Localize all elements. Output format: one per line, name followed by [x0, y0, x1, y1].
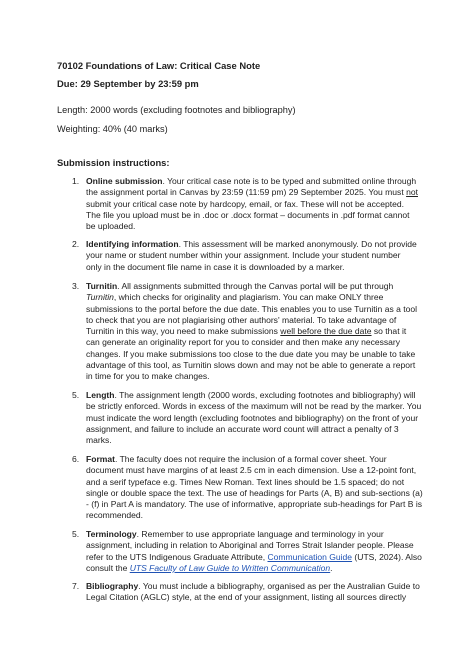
- submission-instructions-heading: Submission instructions:: [57, 157, 170, 168]
- item-title: Format: [86, 454, 115, 464]
- due-date: Due: 29 September by 23:59 pm: [57, 78, 199, 89]
- item-title: Online submission: [86, 176, 163, 186]
- item-title: Length: [86, 390, 115, 400]
- item-number: 2.: [72, 239, 80, 249]
- item-number: 1.: [72, 176, 80, 186]
- item-number: 7.: [72, 581, 80, 591]
- item-title: Identifying information: [86, 239, 179, 249]
- item-title: Turnitin: [86, 281, 118, 291]
- item-text: Identifying information. This assessment will be marked anonymously. Do not provide your name or student number within your assignment. Include your student number only in the document file name in case it is downloaded by a marker.: [86, 239, 417, 272]
- item-text: Online submission. Your critical case note is to be typed and submitted online through the assignment portal in Canvas by 23:59 (11:59 pm) 29 September 2025. You must not submit your critical case note by hardcopy, email, or fax. These will not be accepted. The file you upload must be in .doc or .docx format – documents in .pdf format cannot be uploaded.: [86, 176, 418, 231]
- item-text: Length. The assignment length (2000 words, excluding footnotes and bibliography) will be strictly enforced. Words in excess of the maximum will not be read by the marker. You must indicate the word length (excluding footnotes and bibliography) on the front of your assignment, and failure to include an accurate word count will attract a penalty of 3 marks.: [86, 390, 422, 445]
- item-text: Terminology. Remember to use appropriate language and terminology in your assignment, including in relation to Aboriginal and Torres Strait Islander people. Please refer to the UTS Indigenous Graduate Attribute, Communication Guide (UTS, 2024). Also consult the UTS Faculty of Law Guide to Written Communication.: [86, 529, 422, 573]
- weighting-info: Weighting: 40% (40 marks): [57, 124, 168, 134]
- item-number: 5.: [72, 390, 80, 400]
- length-info: Length: 2000 words (excluding footnotes and bibliography): [57, 105, 296, 115]
- item-number: 3.: [72, 281, 80, 291]
- item-title: Bibliography: [86, 581, 139, 591]
- item-number: 5.: [72, 529, 80, 539]
- item-text: Bibliography. You must include a bibliography, organised as per the Australian Guide to Legal Citation (AGLC) style, at the end of your assignment, listing all sources directly: [86, 581, 420, 603]
- document-title: 70102 Foundations of Law: Critical Case Note: [57, 60, 261, 71]
- item-text: Format. The faculty does not require the inclusion of a formal cover sheet. Your document must have margins of at least 2.5 cm in each dimension. Use a 12-point font, and a serif typeface e.g. Times New Roman. Text lines should be 1.5 spaced; do not single or double space the text. The use of headings for Parts (A, B) and sub-sections (a) - (f) in Part A is mandatory. The use of informative, appropriate sub-headings for Part B is recommended.: [86, 454, 423, 521]
- communication-guide-link[interactable]: Communication Guide: [267, 551, 353, 562]
- item-number: 6.: [72, 454, 80, 464]
- written-communication-guide-link[interactable]: UTS Faculty of Law Guide to Written Communication: [129, 562, 331, 573]
- emphasis-before-due-date: well before the due date: [280, 326, 372, 336]
- emphasis-not: not: [406, 187, 418, 198]
- item-title: Terminology: [86, 529, 137, 539]
- item-text: Turnitin. All assignments submitted through the Canvas portal will be put through Turnitin, which checks for originality and plagiarism. You can make ONLY three submissions to the portal before the due date. This enables you to use Turnitin as a tool to check that you are not plagiarising other authors' material. To take advantage of Turnitin in this way, you need to make submissions well before the due date so that it can generate an originality report for you to consider and then make any necessary changes. If you make submissions too close to the due date you may be unable to take advantage of this tool, as Turnitin slows down and may not be able to generate a report in time for you to make changes.: [86, 281, 417, 381]
